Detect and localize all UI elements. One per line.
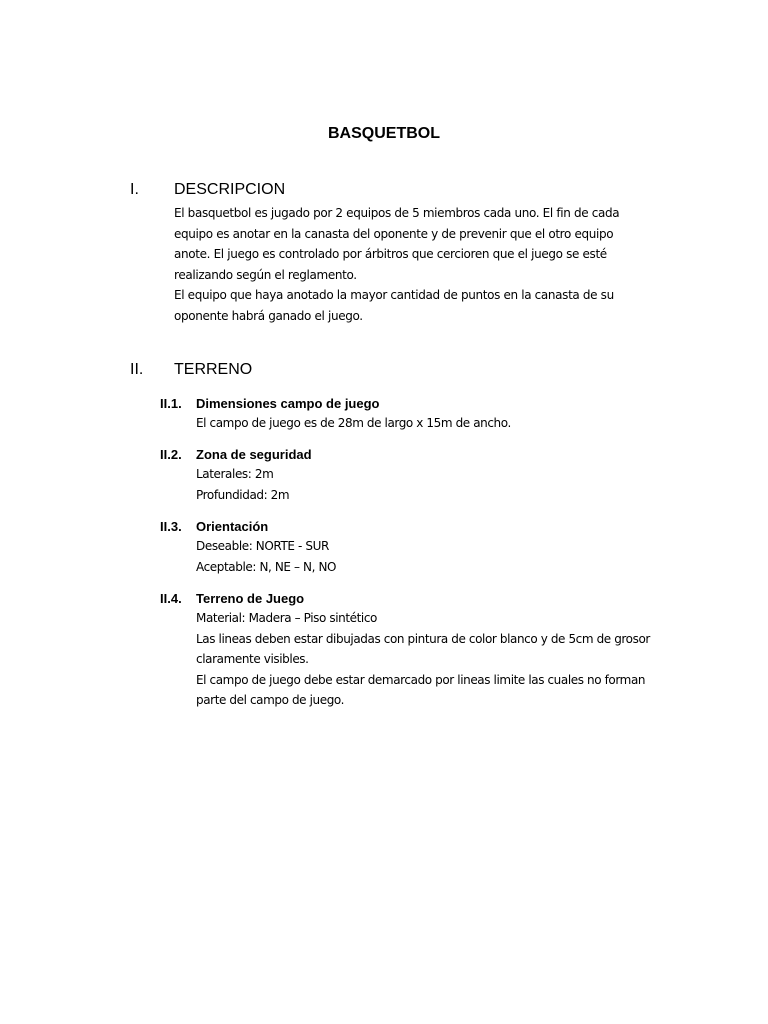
subsection-title: Dimensiones campo de juego — [196, 396, 380, 411]
subsection-title: Terreno de Juego — [196, 591, 305, 606]
subsection-number: II.3. — [160, 519, 182, 534]
body-line: Laterales: 2m — [196, 467, 274, 481]
subsection-body — [196, 536, 656, 577]
body-line: Material: Madera – Piso sintético — [196, 611, 378, 625]
subsection-body — [196, 413, 656, 434]
body-line: Deseable: NORTE - SUR — [196, 539, 329, 553]
paragraph-line: El equipo que haya anotado la mayor cantidad de puntos en la canasta de su — [174, 288, 614, 302]
subsection-title: Orientación — [196, 519, 269, 534]
document-title: BASQUETBOL — [328, 125, 440, 142]
paragraph-line: equipo es anotar en la canasta del oponente y de prevenir que el otro equipo — [174, 226, 614, 241]
body-line: Profundidad: 2m — [196, 487, 290, 502]
subsection-number: II.1. — [160, 396, 182, 411]
body-line: claramente visibles. — [196, 652, 309, 666]
paragraph-line: El basquetbol es jugado por 2 equipos de 5 miembros cada uno. El fin de cada — [174, 206, 620, 220]
body-line: Aceptable: N, NE – N, NO — [196, 559, 337, 574]
section-title: TERRENO — [174, 361, 253, 378]
body-line: El campo de juego es de 28m de largo x 15m de ancho. — [196, 416, 511, 430]
subsection-number: II.4. — [160, 591, 182, 606]
paragraph-line: anote. El juego es controlado por árbitros que cercioren que el juego se esté — [174, 247, 607, 261]
subsection-body — [196, 464, 656, 505]
subsection-body — [196, 608, 656, 711]
paragraph-line: realizando según el reglamento. — [174, 267, 357, 282]
section-number: I. — [130, 181, 139, 198]
body-line: parte del campo de juego. — [196, 693, 345, 707]
section-number: II. — [130, 361, 144, 378]
subsection-title: Zona de seguridad — [196, 447, 312, 462]
body-line: El campo de juego debe estar demarcado por lineas limite las cuales no forman — [196, 672, 646, 687]
subsection-number: II.2. — [160, 447, 182, 462]
body-line: Las lineas deben estar dibujadas con pintura de color blanco y de 5cm de grosor — [196, 631, 650, 646]
section-title: DESCRIPCION — [174, 181, 286, 198]
paragraph-line: oponente habrá ganado el juego. — [174, 308, 363, 323]
section-description-body — [174, 203, 644, 326]
